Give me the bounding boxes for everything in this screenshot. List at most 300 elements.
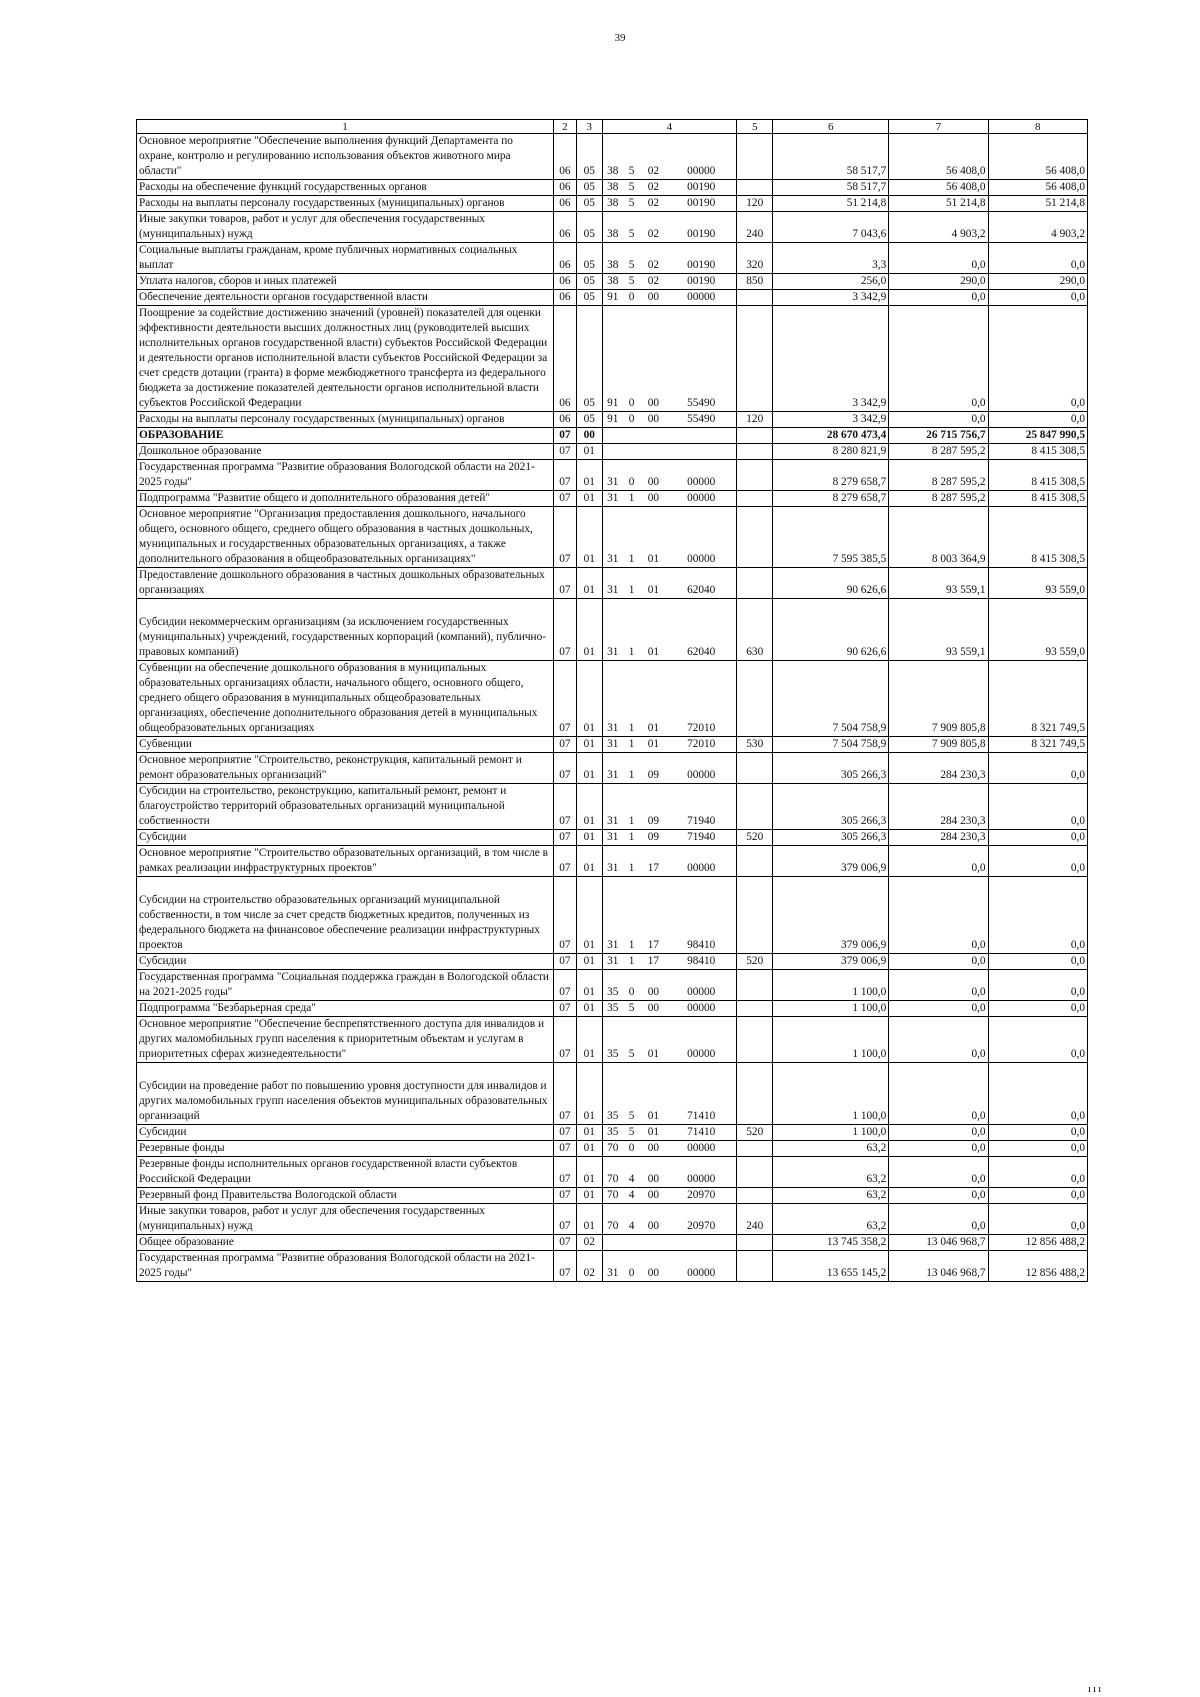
subsection-code-cell: 01 <box>576 1204 602 1235</box>
table-row <box>137 134 1088 180</box>
subprogram-code-cell: 5 <box>623 196 641 212</box>
amount-2023-cell: 379 006,9 <box>773 954 889 970</box>
subprogram-code-cell: 4 <box>623 1204 641 1235</box>
subprogram-code-cell: 0 <box>623 1141 641 1157</box>
program-code-cell: 31 <box>602 568 623 599</box>
direction-code-cell: 62040 <box>666 599 736 661</box>
subsection-code-cell: 05 <box>576 274 602 290</box>
amount-2025-cell: 0,0 <box>988 1188 1087 1204</box>
subsection-code-cell: 01 <box>576 1125 602 1141</box>
direction-code-cell: 72010 <box>666 737 736 753</box>
amount-2025-cell: 0,0 <box>988 877 1087 954</box>
name-cell: Обеспечение деятельности органов государственной власти <box>137 290 554 306</box>
subprogram-code-cell: 0 <box>623 970 641 1001</box>
name-cell: Субсидии на строительство, реконструкцию, капитальный ремонт, ремонт и благоустройство территорий образовательных организаций муниципальной собственности <box>137 784 554 830</box>
budget-table <box>136 119 1088 1282</box>
name-cell: Основное мероприятие "Организация предоставления дошкольного, начального общего, основного общего, среднего общего образования в частных дошкольных, муниципальных и государственных образовательных организациях, а также дополнительного образования в общеобразовательных организациях" <box>137 507 554 568</box>
program-code-cell: 31 <box>602 737 623 753</box>
amount-2024-cell: 0,0 <box>889 1125 988 1141</box>
activity-code-cell: 01 <box>640 661 666 737</box>
amount-2024-cell: 13 046 968,7 <box>889 1251 988 1282</box>
direction-code-cell: 20970 <box>666 1188 736 1204</box>
expense-type-cell <box>737 846 773 877</box>
expense-type-cell <box>737 306 773 412</box>
direction-code-cell: 00190 <box>666 243 736 274</box>
direction-code-cell: 71410 <box>666 1125 736 1141</box>
name-cell: Иные закупки товаров, работ и услуг для обеспечения государственных (муниципальных) нужд <box>137 1204 554 1235</box>
subprogram-code-cell <box>623 444 641 460</box>
amount-2024-cell: 93 559,1 <box>889 568 988 599</box>
activity-code-cell: 01 <box>640 507 666 568</box>
table-row <box>137 491 1088 507</box>
name-cell: Основное мероприятие "Обеспечение беспрепятственного доступа для инвалидов и других маломобильных групп населения к приоритетным объектам и услугам в приоритетных сферах жизнедеятельности" <box>137 1017 554 1063</box>
activity-code-cell: 00 <box>640 1188 666 1204</box>
table-row <box>137 1063 1088 1125</box>
table-row <box>137 1204 1088 1235</box>
amount-2024-cell: 8 287 595,2 <box>889 491 988 507</box>
header-col-6: 6 <box>773 120 889 134</box>
activity-code-cell: 02 <box>640 243 666 274</box>
expense-type-cell: 520 <box>737 954 773 970</box>
section-code-cell: 06 <box>554 212 577 243</box>
program-code-cell: 31 <box>602 830 623 846</box>
direction-code-cell: 00000 <box>666 753 736 784</box>
subsection-code-cell: 01 <box>576 784 602 830</box>
subsection-code-cell: 01 <box>576 507 602 568</box>
amount-2023-cell: 8 280 821,9 <box>773 444 889 460</box>
subsection-code-cell: 05 <box>576 243 602 274</box>
expense-type-cell: 120 <box>737 196 773 212</box>
section-code-cell: 06 <box>554 306 577 412</box>
subprogram-code-cell: 5 <box>623 1017 641 1063</box>
amount-2023-cell: 13 655 145,2 <box>773 1251 889 1282</box>
name-cell: Субсидии некоммерческим организациям (за исключением государственных (муниципальных) учреждений, государственных корпораций (компаний), публично-правовых компаний) <box>137 599 554 661</box>
amount-2023-cell: 63,2 <box>773 1188 889 1204</box>
amount-2023-cell: 8 279 658,7 <box>773 460 889 491</box>
subprogram-code-cell: 0 <box>623 306 641 412</box>
subprogram-code-cell <box>623 428 641 444</box>
amount-2025-cell: 290,0 <box>988 274 1087 290</box>
direction-code-cell: 00000 <box>666 507 736 568</box>
expense-type-cell <box>737 460 773 491</box>
expense-type-cell <box>737 1001 773 1017</box>
section-code-cell: 07 <box>554 599 577 661</box>
header-col-4: 4 <box>602 120 736 134</box>
program-code-cell: 31 <box>602 954 623 970</box>
subprogram-code-cell: 1 <box>623 737 641 753</box>
subprogram-code-cell: 1 <box>623 599 641 661</box>
program-code-cell: 70 <box>602 1188 623 1204</box>
amount-2024-cell: 8 003 364,9 <box>889 507 988 568</box>
direction-code-cell: 00190 <box>666 196 736 212</box>
expense-type-cell <box>737 1063 773 1125</box>
amount-2024-cell: 0,0 <box>889 412 988 428</box>
name-cell: Резервный фонд Правительства Вологодской области <box>137 1188 554 1204</box>
amount-2023-cell: 7 043,6 <box>773 212 889 243</box>
amount-2025-cell: 0,0 <box>988 1063 1087 1125</box>
direction-code-cell: 00190 <box>666 274 736 290</box>
activity-code-cell: 00 <box>640 1157 666 1188</box>
expense-type-cell <box>737 491 773 507</box>
section-code-cell: 07 <box>554 568 577 599</box>
activity-code-cell: 00 <box>640 1141 666 1157</box>
activity-code-cell: 02 <box>640 134 666 180</box>
name-cell: Предоставление дошкольного образования в частных дошкольных образовательных организациях <box>137 568 554 599</box>
name-cell: Субсидии на строительство образовательных организаций муниципальной собственности, в том числе за счет средств бюджетных кредитов, полученных из федерального бюджета на финансовое обеспечение реализации инфраструктурных проектов <box>137 877 554 954</box>
section-code-cell: 06 <box>554 243 577 274</box>
subsection-code-cell: 01 <box>576 568 602 599</box>
amount-2023-cell: 379 006,9 <box>773 877 889 954</box>
activity-code-cell: 01 <box>640 1063 666 1125</box>
section-code-cell: 07 <box>554 1017 577 1063</box>
amount-2025-cell: 8 415 308,5 <box>988 444 1087 460</box>
name-cell: Расходы на выплаты персоналу государственных (муниципальных) органов <box>137 196 554 212</box>
direction-code-cell: 71940 <box>666 784 736 830</box>
table-row <box>137 599 1088 661</box>
expense-type-cell <box>737 180 773 196</box>
amount-2023-cell: 7 595 385,5 <box>773 507 889 568</box>
subprogram-code-cell: 4 <box>623 1188 641 1204</box>
section-code-cell: 07 <box>554 444 577 460</box>
expense-type-cell: 520 <box>737 1125 773 1141</box>
amount-2023-cell: 63,2 <box>773 1141 889 1157</box>
direction-code-cell: 98410 <box>666 877 736 954</box>
subprogram-code-cell: 5 <box>623 1001 641 1017</box>
amount-2025-cell: 51 214,8 <box>988 196 1087 212</box>
amount-2025-cell: 0,0 <box>988 1157 1087 1188</box>
name-cell: Резервные фонды исполнительных органов государственной власти субъектов Российской Федерации <box>137 1157 554 1188</box>
program-code-cell: 70 <box>602 1141 623 1157</box>
amount-2023-cell: 1 100,0 <box>773 1001 889 1017</box>
subprogram-code-cell: 1 <box>623 784 641 830</box>
amount-2023-cell: 1 100,0 <box>773 1063 889 1125</box>
amount-2025-cell: 0,0 <box>988 306 1087 412</box>
section-code-cell: 06 <box>554 412 577 428</box>
program-code-cell: 31 <box>602 1251 623 1282</box>
direction-code-cell: 62040 <box>666 568 736 599</box>
subprogram-code-cell: 5 <box>623 134 641 180</box>
table-row <box>137 1001 1088 1017</box>
amount-2024-cell: 56 408,0 <box>889 180 988 196</box>
direction-code-cell: 00000 <box>666 134 736 180</box>
section-code-cell: 07 <box>554 784 577 830</box>
table-row <box>137 1235 1088 1251</box>
section-code-cell: 07 <box>554 661 577 737</box>
direction-code-cell: 00000 <box>666 1251 736 1282</box>
subprogram-code-cell: 0 <box>623 412 641 428</box>
amount-2023-cell: 28 670 473,4 <box>773 428 889 444</box>
name-cell: Иные закупки товаров, работ и услуг для обеспечения государственных (муниципальных) нужд <box>137 212 554 243</box>
amount-2025-cell: 0,0 <box>988 753 1087 784</box>
program-code-cell: 31 <box>602 753 623 784</box>
activity-code-cell: 09 <box>640 830 666 846</box>
table-row <box>137 1251 1088 1282</box>
program-code-cell: 31 <box>602 599 623 661</box>
name-cell: Основное мероприятие "Строительство образовательных организаций, в том числе в рамках реализации инфраструктурных проектов" <box>137 846 554 877</box>
amount-2025-cell: 8 415 308,5 <box>988 460 1087 491</box>
expense-type-cell <box>737 970 773 1001</box>
subsection-code-cell: 01 <box>576 737 602 753</box>
amount-2025-cell: 0,0 <box>988 1141 1087 1157</box>
expense-type-cell <box>737 444 773 460</box>
amount-2025-cell: 12 856 488,2 <box>988 1251 1087 1282</box>
subprogram-code-cell: 1 <box>623 491 641 507</box>
amount-2023-cell: 7 504 758,9 <box>773 737 889 753</box>
name-cell: Субсидии на проведение работ по повышению уровня доступности для инвалидов и других маломобильных групп населения объектов муниципальных образовательных организаций <box>137 1063 554 1125</box>
table-row <box>137 212 1088 243</box>
header-col-3: 3 <box>576 120 602 134</box>
amount-2025-cell: 56 408,0 <box>988 134 1087 180</box>
expense-type-cell <box>737 290 773 306</box>
program-code-cell: 31 <box>602 460 623 491</box>
name-cell: Подпрограмма "Развитие общего и дополнительного образования детей" <box>137 491 554 507</box>
name-cell: Государственная программа "Социальная поддержка граждан в Вологодской области на 2021-2025 годы" <box>137 970 554 1001</box>
header-col-5: 5 <box>737 120 773 134</box>
direction-code-cell: 00000 <box>666 1001 736 1017</box>
table-row <box>137 1125 1088 1141</box>
activity-code-cell: 00 <box>640 491 666 507</box>
amount-2023-cell: 51 214,8 <box>773 196 889 212</box>
expense-type-cell: 850 <box>737 274 773 290</box>
section-code-cell: 07 <box>554 428 577 444</box>
subsection-code-cell: 05 <box>576 412 602 428</box>
amount-2024-cell: 4 903,2 <box>889 212 988 243</box>
subsection-code-cell: 01 <box>576 954 602 970</box>
program-code-cell: 31 <box>602 507 623 568</box>
header-col-1: 1 <box>137 120 554 134</box>
subsection-code-cell: 00 <box>576 428 602 444</box>
subsection-code-cell: 01 <box>576 444 602 460</box>
amount-2023-cell: 63,2 <box>773 1204 889 1235</box>
subprogram-code-cell: 1 <box>623 846 641 877</box>
subprogram-code-cell: 5 <box>623 1063 641 1125</box>
activity-code-cell: 00 <box>640 412 666 428</box>
direction-code-cell: 00000 <box>666 970 736 1001</box>
direction-code-cell: 55490 <box>666 306 736 412</box>
activity-code-cell: 00 <box>640 970 666 1001</box>
amount-2024-cell: 0,0 <box>889 877 988 954</box>
amount-2024-cell: 0,0 <box>889 243 988 274</box>
header-col-7: 7 <box>889 120 988 134</box>
subprogram-code-cell: 5 <box>623 1125 641 1141</box>
amount-2024-cell: 7 909 805,8 <box>889 661 988 737</box>
program-code-cell: 91 <box>602 290 623 306</box>
expense-type-cell: 240 <box>737 1204 773 1235</box>
amount-2023-cell: 90 626,6 <box>773 568 889 599</box>
amount-2023-cell: 256,0 <box>773 274 889 290</box>
table-row <box>137 306 1088 412</box>
direction-code-cell: 71940 <box>666 830 736 846</box>
program-code-cell: 38 <box>602 134 623 180</box>
section-code-cell: 07 <box>554 830 577 846</box>
section-code-cell: 06 <box>554 290 577 306</box>
subsection-code-cell: 01 <box>576 753 602 784</box>
direction-code-cell: 00000 <box>666 491 736 507</box>
expense-type-cell: 530 <box>737 737 773 753</box>
amount-2023-cell: 58 517,7 <box>773 134 889 180</box>
amount-2024-cell: 0,0 <box>889 306 988 412</box>
amount-2025-cell: 0,0 <box>988 1204 1087 1235</box>
program-code-cell <box>602 428 623 444</box>
table-row <box>137 1141 1088 1157</box>
amount-2023-cell: 1 100,0 <box>773 970 889 1001</box>
table-row <box>137 1188 1088 1204</box>
name-cell: Подпрограмма "Безбарьерная среда" <box>137 1001 554 1017</box>
activity-code-cell: 00 <box>640 1204 666 1235</box>
expense-type-cell <box>737 428 773 444</box>
table-row <box>137 753 1088 784</box>
direction-code-cell <box>666 428 736 444</box>
activity-code-cell: 00 <box>640 460 666 491</box>
amount-2024-cell: 284 230,3 <box>889 784 988 830</box>
subsection-code-cell: 01 <box>576 1188 602 1204</box>
name-cell: Дошкольное образование <box>137 444 554 460</box>
activity-code-cell <box>640 428 666 444</box>
subsection-code-cell: 02 <box>576 1235 602 1251</box>
subsection-code-cell: 05 <box>576 212 602 243</box>
program-code-cell <box>602 1235 623 1251</box>
section-code-cell: 07 <box>554 1157 577 1188</box>
subsection-code-cell: 01 <box>576 970 602 1001</box>
program-code-cell: 38 <box>602 274 623 290</box>
subprogram-code-cell: 1 <box>623 568 641 599</box>
table-row <box>137 954 1088 970</box>
program-code-cell: 35 <box>602 1017 623 1063</box>
program-code-cell <box>602 444 623 460</box>
expense-type-cell <box>737 1235 773 1251</box>
amount-2024-cell: 290,0 <box>889 274 988 290</box>
subsection-code-cell: 01 <box>576 661 602 737</box>
section-code-cell: 07 <box>554 1235 577 1251</box>
section-code-cell: 06 <box>554 134 577 180</box>
section-code-cell: 07 <box>554 460 577 491</box>
expense-type-cell <box>737 877 773 954</box>
subsection-code-cell: 01 <box>576 599 602 661</box>
table-row <box>137 507 1088 568</box>
amount-2023-cell: 3 342,9 <box>773 290 889 306</box>
program-code-cell: 91 <box>602 412 623 428</box>
subsection-code-cell: 01 <box>576 1001 602 1017</box>
amount-2025-cell: 8 321 749,5 <box>988 661 1087 737</box>
section-code-cell: 07 <box>554 1001 577 1017</box>
activity-code-cell: 00 <box>640 1251 666 1282</box>
name-cell: Резервные фонды <box>137 1141 554 1157</box>
program-code-cell: 35 <box>602 1063 623 1125</box>
amount-2025-cell: 0,0 <box>988 970 1087 1001</box>
table-row <box>137 180 1088 196</box>
activity-code-cell: 17 <box>640 954 666 970</box>
name-cell: Субсидии <box>137 954 554 970</box>
amount-2025-cell: 0,0 <box>988 1125 1087 1141</box>
amount-2024-cell: 0,0 <box>889 290 988 306</box>
activity-code-cell: 00 <box>640 306 666 412</box>
amount-2024-cell: 93 559,1 <box>889 599 988 661</box>
amount-2023-cell: 1 100,0 <box>773 1017 889 1063</box>
activity-code-cell: 00 <box>640 1001 666 1017</box>
section-code-cell: 07 <box>554 753 577 784</box>
direction-code-cell: 98410 <box>666 954 736 970</box>
direction-code-cell: 72010 <box>666 661 736 737</box>
section-code-cell: 07 <box>554 1204 577 1235</box>
section-code-cell: 06 <box>554 196 577 212</box>
name-cell: Общее образование <box>137 1235 554 1251</box>
direction-code-cell: 00000 <box>666 1141 736 1157</box>
table-row <box>137 877 1088 954</box>
amount-2023-cell: 305 266,3 <box>773 784 889 830</box>
amount-2025-cell: 8 415 308,5 <box>988 491 1087 507</box>
subprogram-code-cell: 1 <box>623 877 641 954</box>
amount-2024-cell: 13 046 968,7 <box>889 1235 988 1251</box>
amount-2023-cell: 3,3 <box>773 243 889 274</box>
subsection-code-cell: 05 <box>576 306 602 412</box>
table-row <box>137 568 1088 599</box>
program-code-cell: 35 <box>602 1001 623 1017</box>
subsection-code-cell: 01 <box>576 1017 602 1063</box>
expense-type-cell <box>737 507 773 568</box>
program-code-cell: 38 <box>602 243 623 274</box>
amount-2023-cell: 305 266,3 <box>773 753 889 784</box>
section-code-cell: 06 <box>554 274 577 290</box>
table-row <box>137 846 1088 877</box>
expense-type-cell <box>737 1157 773 1188</box>
subprogram-code-cell: 0 <box>623 290 641 306</box>
name-cell: ОБРАЗОВАНИЕ <box>137 428 554 444</box>
amount-2025-cell: 0,0 <box>988 290 1087 306</box>
table-row <box>137 274 1088 290</box>
expense-type-cell <box>737 784 773 830</box>
activity-code-cell: 01 <box>640 737 666 753</box>
subsection-code-cell: 01 <box>576 830 602 846</box>
expense-type-cell: 320 <box>737 243 773 274</box>
subprogram-code-cell: 1 <box>623 954 641 970</box>
activity-code-cell: 17 <box>640 877 666 954</box>
activity-code-cell: 00 <box>640 290 666 306</box>
subprogram-code-cell: 0 <box>623 1251 641 1282</box>
activity-code-cell: 02 <box>640 196 666 212</box>
activity-code-cell: 01 <box>640 1017 666 1063</box>
subsection-code-cell: 05 <box>576 290 602 306</box>
section-code-cell: 07 <box>554 1125 577 1141</box>
subsection-code-cell: 01 <box>576 846 602 877</box>
name-cell: Субвенции на обеспечение дошкольного образования в муниципальных образовательных организациях области, начального общего, основного общего, среднего общего образования в муниципальных общеобразовательных организациях, обеспечение дополнительного образования детей в муниципальных общеобразовательных организациях <box>137 661 554 737</box>
amount-2023-cell: 58 517,7 <box>773 180 889 196</box>
amount-2023-cell: 90 626,6 <box>773 599 889 661</box>
amount-2023-cell: 63,2 <box>773 1157 889 1188</box>
name-cell: Расходы на выплаты персоналу государственных (муниципальных) органов <box>137 412 554 428</box>
amount-2025-cell: 0,0 <box>988 784 1087 830</box>
program-code-cell: 35 <box>602 970 623 1001</box>
subsection-code-cell: 05 <box>576 134 602 180</box>
activity-code-cell: 09 <box>640 784 666 830</box>
subsection-code-cell: 01 <box>576 1063 602 1125</box>
activity-code-cell: 02 <box>640 274 666 290</box>
table-row <box>137 830 1088 846</box>
table-row <box>137 428 1088 444</box>
table-body <box>137 134 1088 1282</box>
activity-code-cell: 02 <box>640 180 666 196</box>
amount-2024-cell: 284 230,3 <box>889 753 988 784</box>
subprogram-code-cell: 5 <box>623 274 641 290</box>
amount-2025-cell: 0,0 <box>988 830 1087 846</box>
amount-2023-cell: 3 342,9 <box>773 306 889 412</box>
subsection-code-cell: 01 <box>576 1141 602 1157</box>
subprogram-code-cell: 4 <box>623 1157 641 1188</box>
subprogram-code-cell: 1 <box>623 830 641 846</box>
budget-table-container <box>136 119 1088 1282</box>
direction-code-cell: 00000 <box>666 460 736 491</box>
expense-type-cell <box>737 753 773 784</box>
section-code-cell: 07 <box>554 1141 577 1157</box>
